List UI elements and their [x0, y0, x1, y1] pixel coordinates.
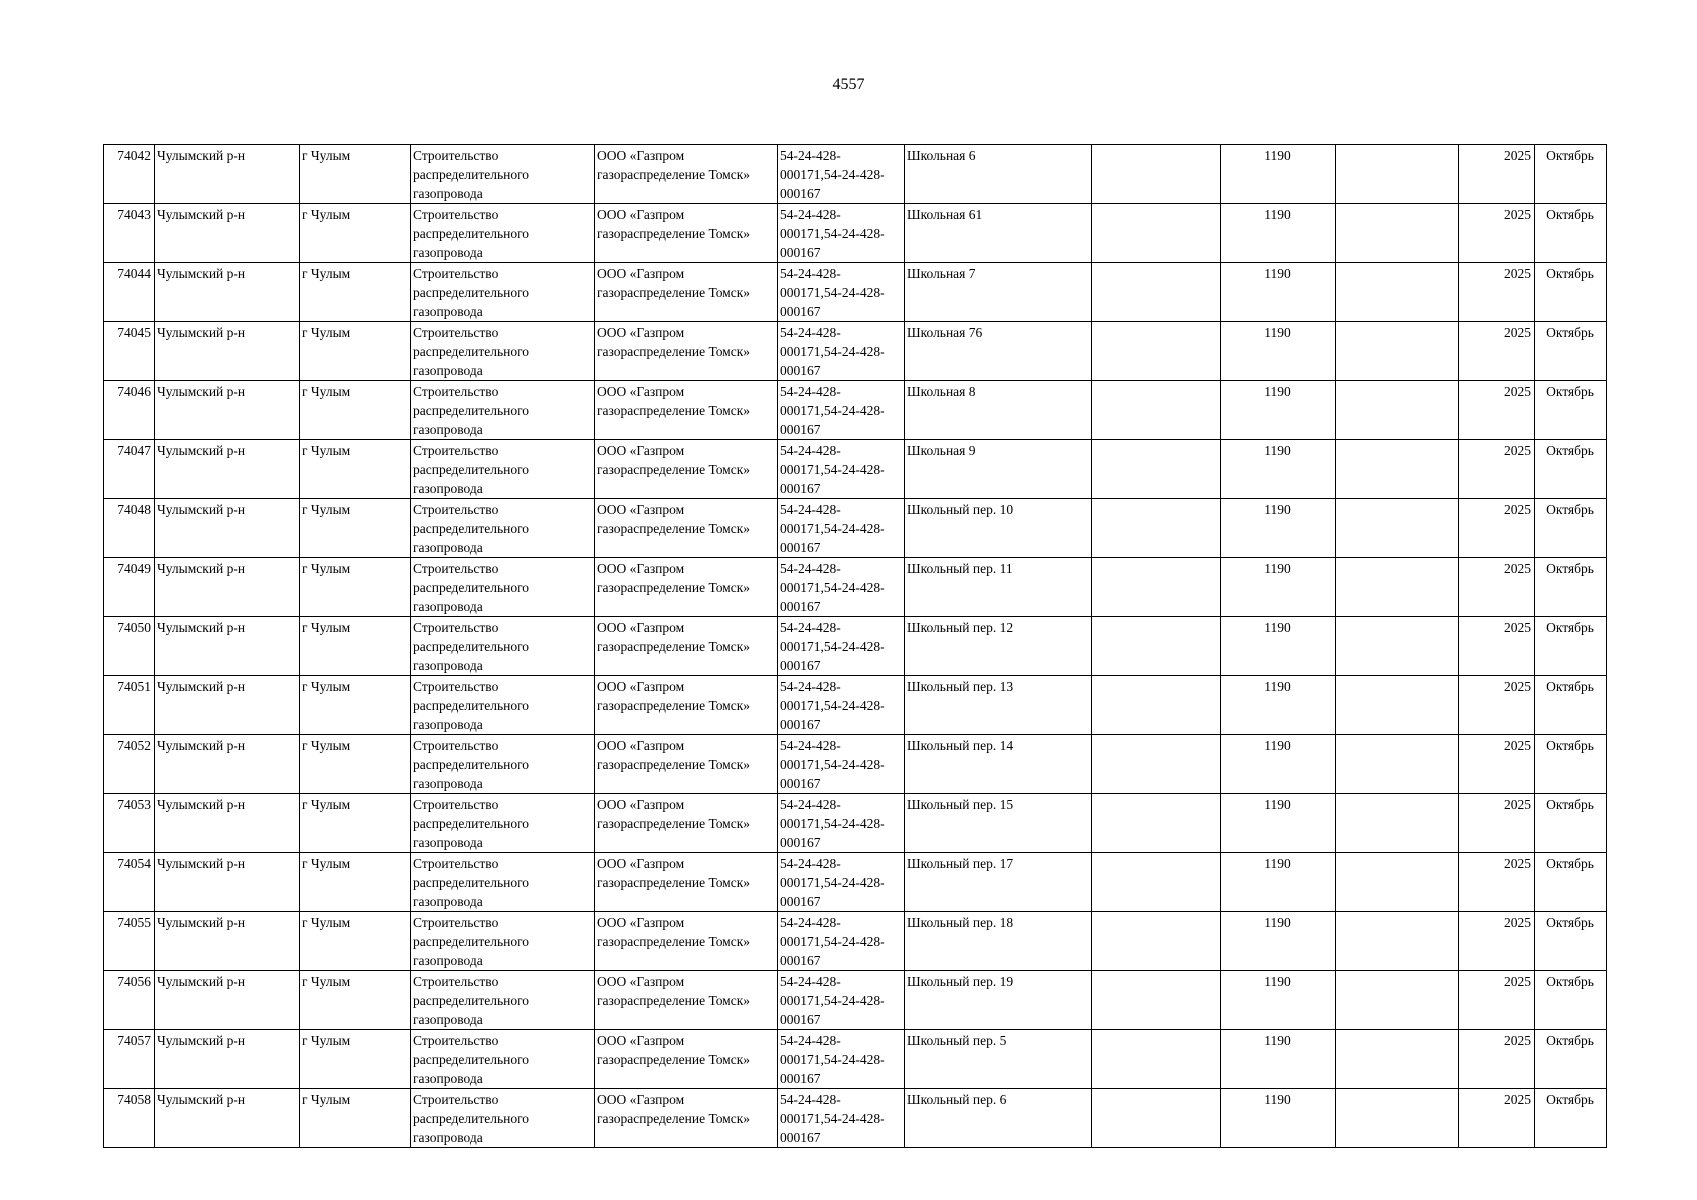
table-row	[104, 676, 1607, 735]
month-cell: Октябрь	[1535, 145, 1607, 204]
empty-cell	[1092, 558, 1221, 617]
empty-cell	[1336, 145, 1459, 204]
address-cell: Школьный пер. 13	[905, 676, 1092, 735]
table-row	[104, 1030, 1607, 1089]
organization-cell: ООО «Газпром газораспределение Томск»	[595, 558, 778, 617]
address-cell: Школьный пер. 17	[905, 853, 1092, 912]
district-cell: Чулымский р-н	[155, 735, 300, 794]
empty-cell	[1092, 676, 1221, 735]
quantity-cell: 1190	[1221, 322, 1336, 381]
empty-cell	[1336, 794, 1459, 853]
locality-cell: г Чулым	[300, 617, 411, 676]
locality-cell: г Чулым	[300, 322, 411, 381]
year-cell: 2025	[1459, 263, 1535, 322]
organization-cell: ООО «Газпром газораспределение Томск»	[595, 381, 778, 440]
district-cell: Чулымский р-н	[155, 1030, 300, 1089]
row-id: 74050	[104, 617, 155, 676]
month-cell: Октябрь	[1535, 735, 1607, 794]
quantity-cell: 1190	[1221, 735, 1336, 794]
table-body	[104, 145, 1607, 1148]
month-cell: Октябрь	[1535, 853, 1607, 912]
empty-cell	[1336, 912, 1459, 971]
address-cell: Школьная 8	[905, 381, 1092, 440]
empty-cell	[1092, 263, 1221, 322]
empty-cell	[1336, 1089, 1459, 1148]
cadastral-number-cell: 54-24-428-000171,54-24-428-000167	[778, 145, 905, 204]
year-cell: 2025	[1459, 676, 1535, 735]
address-cell: Школьный пер. 19	[905, 971, 1092, 1030]
row-id: 74046	[104, 381, 155, 440]
locality-cell: г Чулым	[300, 853, 411, 912]
year-cell: 2025	[1459, 145, 1535, 204]
empty-cell	[1336, 735, 1459, 794]
table-row	[104, 558, 1607, 617]
cadastral-number-cell: 54-24-428-000171,54-24-428-000167	[778, 440, 905, 499]
organization-cell: ООО «Газпром газораспределение Томск»	[595, 440, 778, 499]
district-cell: Чулымский р-н	[155, 617, 300, 676]
locality-cell: г Чулым	[300, 735, 411, 794]
table-row	[104, 794, 1607, 853]
month-cell: Октябрь	[1535, 263, 1607, 322]
year-cell: 2025	[1459, 204, 1535, 263]
cadastral-number-cell: 54-24-428-000171,54-24-428-000167	[778, 971, 905, 1030]
locality-cell: г Чулым	[300, 263, 411, 322]
locality-cell: г Чулым	[300, 558, 411, 617]
locality-cell: г Чулым	[300, 1089, 411, 1148]
month-cell: Октябрь	[1535, 381, 1607, 440]
address-cell: Школьный пер. 18	[905, 912, 1092, 971]
empty-cell	[1092, 794, 1221, 853]
district-cell: Чулымский р-н	[155, 381, 300, 440]
address-cell: Школьная 7	[905, 263, 1092, 322]
district-cell: Чулымский р-н	[155, 558, 300, 617]
month-cell: Октябрь	[1535, 971, 1607, 1030]
year-cell: 2025	[1459, 912, 1535, 971]
row-id: 74044	[104, 263, 155, 322]
organization-cell: ООО «Газпром газораспределение Томск»	[595, 145, 778, 204]
work-type-cell: Строительство распределительного газопровода	[411, 794, 595, 853]
address-cell: Школьный пер. 15	[905, 794, 1092, 853]
work-type-cell: Строительство распределительного газопровода	[411, 204, 595, 263]
work-type-cell: Строительство распределительного газопровода	[411, 971, 595, 1030]
quantity-cell: 1190	[1221, 1089, 1336, 1148]
empty-cell	[1336, 617, 1459, 676]
row-id: 74047	[104, 440, 155, 499]
quantity-cell: 1190	[1221, 676, 1336, 735]
quantity-cell: 1190	[1221, 1030, 1336, 1089]
locality-cell: г Чулым	[300, 204, 411, 263]
locality-cell: г Чулым	[300, 912, 411, 971]
quantity-cell: 1190	[1221, 558, 1336, 617]
table-row	[104, 735, 1607, 794]
work-type-cell: Строительство распределительного газопровода	[411, 381, 595, 440]
cadastral-number-cell: 54-24-428-000171,54-24-428-000167	[778, 1089, 905, 1148]
district-cell: Чулымский р-н	[155, 912, 300, 971]
empty-cell	[1092, 204, 1221, 263]
quantity-cell: 1190	[1221, 204, 1336, 263]
district-cell: Чулымский р-н	[155, 440, 300, 499]
organization-cell: ООО «Газпром газораспределение Томск»	[595, 794, 778, 853]
empty-cell	[1092, 971, 1221, 1030]
year-cell: 2025	[1459, 1030, 1535, 1089]
work-type-cell: Строительство распределительного газопровода	[411, 676, 595, 735]
work-type-cell: Строительство распределительного газопровода	[411, 735, 595, 794]
empty-cell	[1092, 735, 1221, 794]
district-cell: Чулымский р-н	[155, 971, 300, 1030]
quantity-cell: 1190	[1221, 794, 1336, 853]
work-type-cell: Строительство распределительного газопровода	[411, 1030, 595, 1089]
empty-cell	[1092, 440, 1221, 499]
quantity-cell: 1190	[1221, 912, 1336, 971]
locality-cell: г Чулым	[300, 971, 411, 1030]
row-id: 74048	[104, 499, 155, 558]
cadastral-number-cell: 54-24-428-000171,54-24-428-000167	[778, 1030, 905, 1089]
locality-cell: г Чулым	[300, 499, 411, 558]
address-cell: Школьный пер. 14	[905, 735, 1092, 794]
address-cell: Школьная 76	[905, 322, 1092, 381]
month-cell: Октябрь	[1535, 499, 1607, 558]
year-cell: 2025	[1459, 853, 1535, 912]
cadastral-number-cell: 54-24-428-000171,54-24-428-000167	[778, 735, 905, 794]
locality-cell: г Чулым	[300, 1030, 411, 1089]
empty-cell	[1092, 853, 1221, 912]
year-cell: 2025	[1459, 322, 1535, 381]
district-cell: Чулымский р-н	[155, 1089, 300, 1148]
organization-cell: ООО «Газпром газораспределение Томск»	[595, 617, 778, 676]
locality-cell: г Чулым	[300, 794, 411, 853]
organization-cell: ООО «Газпром газораспределение Томск»	[595, 263, 778, 322]
empty-cell	[1092, 381, 1221, 440]
table-row	[104, 617, 1607, 676]
empty-cell	[1336, 676, 1459, 735]
empty-cell	[1092, 912, 1221, 971]
cadastral-number-cell: 54-24-428-000171,54-24-428-000167	[778, 322, 905, 381]
row-id: 74058	[104, 1089, 155, 1148]
cadastral-number-cell: 54-24-428-000171,54-24-428-000167	[778, 381, 905, 440]
row-id: 74043	[104, 204, 155, 263]
month-cell: Октябрь	[1535, 794, 1607, 853]
quantity-cell: 1190	[1221, 145, 1336, 204]
year-cell: 2025	[1459, 1089, 1535, 1148]
year-cell: 2025	[1459, 971, 1535, 1030]
organization-cell: ООО «Газпром газораспределение Томск»	[595, 912, 778, 971]
quantity-cell: 1190	[1221, 263, 1336, 322]
month-cell: Октябрь	[1535, 676, 1607, 735]
organization-cell: ООО «Газпром газораспределение Томск»	[595, 1030, 778, 1089]
cadastral-number-cell: 54-24-428-000171,54-24-428-000167	[778, 912, 905, 971]
cadastral-number-cell: 54-24-428-000171,54-24-428-000167	[778, 263, 905, 322]
work-type-cell: Строительство распределительного газопровода	[411, 263, 595, 322]
locality-cell: г Чулым	[300, 440, 411, 499]
table-row	[104, 499, 1607, 558]
empty-cell	[1092, 499, 1221, 558]
table-row	[104, 912, 1607, 971]
table-row	[104, 204, 1607, 263]
empty-cell	[1092, 1089, 1221, 1148]
row-id: 74054	[104, 853, 155, 912]
year-cell: 2025	[1459, 558, 1535, 617]
address-cell: Школьный пер. 5	[905, 1030, 1092, 1089]
row-id: 74042	[104, 145, 155, 204]
empty-cell	[1336, 263, 1459, 322]
year-cell: 2025	[1459, 617, 1535, 676]
district-cell: Чулымский р-н	[155, 145, 300, 204]
year-cell: 2025	[1459, 794, 1535, 853]
empty-cell	[1336, 381, 1459, 440]
month-cell: Октябрь	[1535, 912, 1607, 971]
year-cell: 2025	[1459, 440, 1535, 499]
quantity-cell: 1190	[1221, 381, 1336, 440]
organization-cell: ООО «Газпром газораспределение Томск»	[595, 1089, 778, 1148]
table-row	[104, 381, 1607, 440]
table-row	[104, 971, 1607, 1030]
year-cell: 2025	[1459, 499, 1535, 558]
address-cell: Школьный пер. 6	[905, 1089, 1092, 1148]
row-id: 74052	[104, 735, 155, 794]
address-cell: Школьный пер. 11	[905, 558, 1092, 617]
address-cell: Школьная 9	[905, 440, 1092, 499]
row-id: 74056	[104, 971, 155, 1030]
organization-cell: ООО «Газпром газораспределение Томск»	[595, 204, 778, 263]
cadastral-number-cell: 54-24-428-000171,54-24-428-000167	[778, 617, 905, 676]
page-number: 4557	[832, 76, 865, 93]
table-row	[104, 263, 1607, 322]
district-cell: Чулымский р-н	[155, 322, 300, 381]
table-row	[104, 853, 1607, 912]
month-cell: Октябрь	[1535, 558, 1607, 617]
district-cell: Чулымский р-н	[155, 263, 300, 322]
cadastral-number-cell: 54-24-428-000171,54-24-428-000167	[778, 499, 905, 558]
cadastral-number-cell: 54-24-428-000171,54-24-428-000167	[778, 676, 905, 735]
district-cell: Чулымский р-н	[155, 794, 300, 853]
month-cell: Октябрь	[1535, 204, 1607, 263]
quantity-cell: 1190	[1221, 971, 1336, 1030]
work-type-cell: Строительство распределительного газопровода	[411, 145, 595, 204]
work-type-cell: Строительство распределительного газопровода	[411, 1089, 595, 1148]
table-row	[104, 322, 1607, 381]
row-id: 74055	[104, 912, 155, 971]
row-id: 74045	[104, 322, 155, 381]
work-type-cell: Строительство распределительного газопровода	[411, 322, 595, 381]
organization-cell: ООО «Газпром газораспределение Томск»	[595, 971, 778, 1030]
organization-cell: ООО «Газпром газораспределение Томск»	[595, 676, 778, 735]
empty-cell	[1336, 440, 1459, 499]
empty-cell	[1336, 1030, 1459, 1089]
empty-cell	[1336, 558, 1459, 617]
cadastral-number-cell: 54-24-428-000171,54-24-428-000167	[778, 204, 905, 263]
month-cell: Октябрь	[1535, 617, 1607, 676]
work-type-cell: Строительство распределительного газопровода	[411, 499, 595, 558]
work-type-cell: Строительство распределительного газопровода	[411, 912, 595, 971]
month-cell: Октябрь	[1535, 1089, 1607, 1148]
empty-cell	[1336, 322, 1459, 381]
empty-cell	[1336, 204, 1459, 263]
cadastral-number-cell: 54-24-428-000171,54-24-428-000167	[778, 794, 905, 853]
work-type-cell: Строительство распределительного газопровода	[411, 440, 595, 499]
empty-cell	[1092, 322, 1221, 381]
locality-cell: г Чулым	[300, 381, 411, 440]
work-type-cell: Строительство распределительного газопровода	[411, 617, 595, 676]
quantity-cell: 1190	[1221, 617, 1336, 676]
address-cell: Школьная 61	[905, 204, 1092, 263]
row-id: 74053	[104, 794, 155, 853]
district-cell: Чулымский р-н	[155, 499, 300, 558]
organization-cell: ООО «Газпром газораспределение Томск»	[595, 853, 778, 912]
empty-cell	[1092, 617, 1221, 676]
table-row	[104, 145, 1607, 204]
empty-cell	[1092, 1030, 1221, 1089]
row-id: 74057	[104, 1030, 155, 1089]
empty-cell	[1092, 145, 1221, 204]
month-cell: Октябрь	[1535, 1030, 1607, 1089]
quantity-cell: 1190	[1221, 499, 1336, 558]
district-cell: Чулымский р-н	[155, 204, 300, 263]
empty-cell	[1336, 499, 1459, 558]
address-cell: Школьный пер. 12	[905, 617, 1092, 676]
district-cell: Чулымский р-н	[155, 676, 300, 735]
work-type-cell: Строительство распределительного газопровода	[411, 558, 595, 617]
organization-cell: ООО «Газпром газораспределение Томск»	[595, 322, 778, 381]
organization-cell: ООО «Газпром газораспределение Томск»	[595, 499, 778, 558]
empty-cell	[1336, 853, 1459, 912]
work-type-cell: Строительство распределительного газопровода	[411, 853, 595, 912]
quantity-cell: 1190	[1221, 440, 1336, 499]
locality-cell: г Чулым	[300, 145, 411, 204]
cadastral-number-cell: 54-24-428-000171,54-24-428-000167	[778, 853, 905, 912]
registry-table	[103, 144, 1607, 1148]
district-cell: Чулымский р-н	[155, 853, 300, 912]
address-cell: Школьная 6	[905, 145, 1092, 204]
row-id: 74051	[104, 676, 155, 735]
cadastral-number-cell: 54-24-428-000171,54-24-428-000167	[778, 558, 905, 617]
table-row	[104, 440, 1607, 499]
quantity-cell: 1190	[1221, 853, 1336, 912]
month-cell: Октябрь	[1535, 322, 1607, 381]
table-row	[104, 1089, 1607, 1148]
empty-cell	[1336, 971, 1459, 1030]
year-cell: 2025	[1459, 381, 1535, 440]
locality-cell: г Чулым	[300, 676, 411, 735]
address-cell: Школьный пер. 10	[905, 499, 1092, 558]
row-id: 74049	[104, 558, 155, 617]
year-cell: 2025	[1459, 735, 1535, 794]
month-cell: Октябрь	[1535, 440, 1607, 499]
organization-cell: ООО «Газпром газораспределение Томск»	[595, 735, 778, 794]
